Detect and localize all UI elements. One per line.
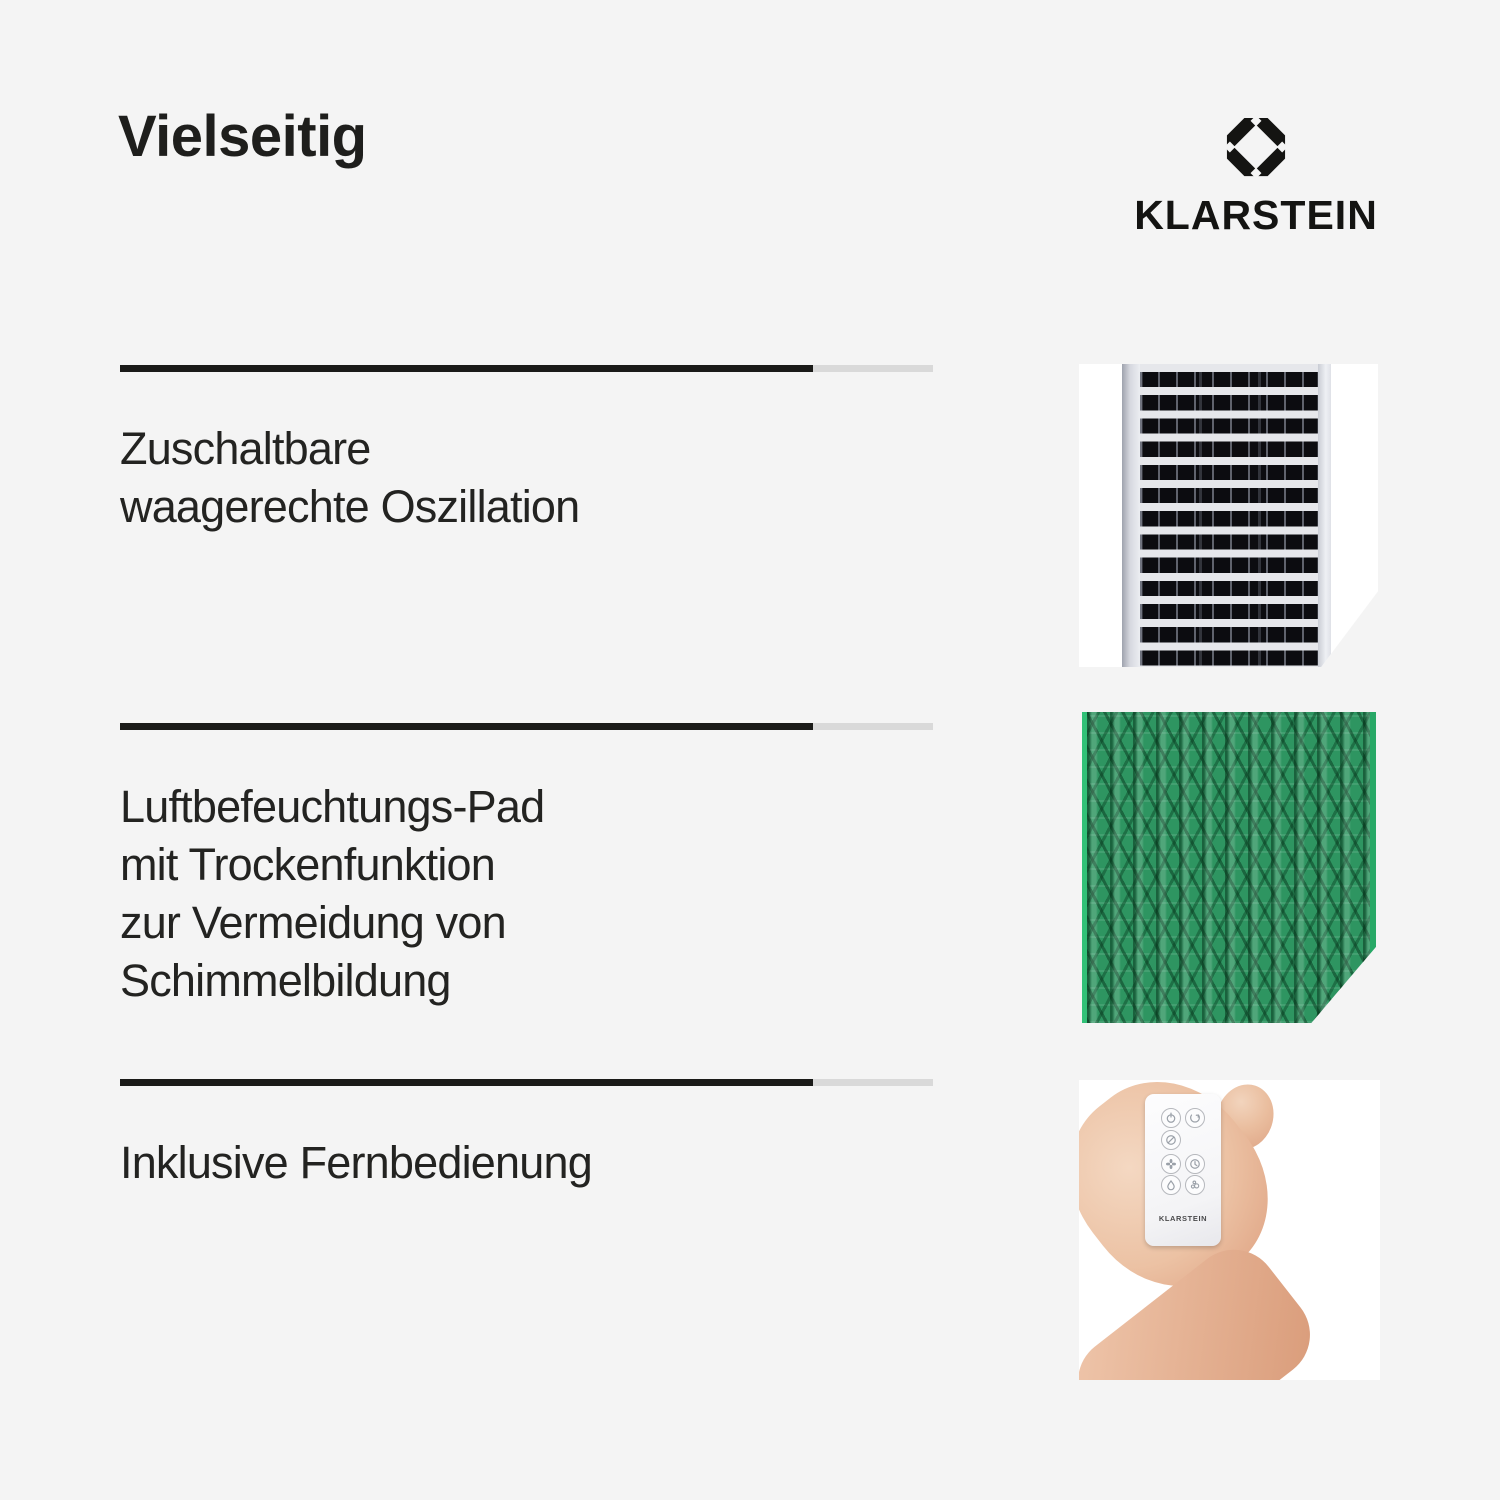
- fan-speed-button: [1161, 1154, 1181, 1174]
- feature-humidifier-pad: [120, 723, 933, 1006]
- divider-light-segment: [813, 1079, 933, 1086]
- pad-honeycomb-texture: [1082, 712, 1376, 1023]
- fan-louver-grille: [1140, 364, 1318, 667]
- remote-brand-label: KLARSTEIN: [1158, 1214, 1208, 1223]
- mode-icon: [1189, 1179, 1201, 1191]
- fan-icon: [1165, 1158, 1177, 1170]
- section-divider: [120, 365, 933, 372]
- feature-text: [120, 420, 579, 536]
- divider-dark-segment: [120, 723, 813, 730]
- feature-text-line: Inklusive Fernbedienung: [120, 1137, 592, 1188]
- section-divider: [120, 1079, 933, 1086]
- natural-breeze-button: [1161, 1130, 1181, 1150]
- mode-button: [1185, 1175, 1205, 1195]
- oscillation-icon: [1189, 1112, 1201, 1124]
- water-drop-icon: [1165, 1179, 1177, 1191]
- feature-text-line: Zuschaltbare: [120, 423, 371, 474]
- feature-text-line: waagerechte Oszillation: [120, 481, 580, 532]
- timer-button: [1185, 1154, 1205, 1174]
- natural-breeze-icon: [1165, 1134, 1177, 1146]
- feature-text-line: mit Trockenfunktion: [120, 839, 495, 890]
- timer-icon: [1189, 1158, 1201, 1170]
- fan-right-frame: [1318, 364, 1331, 667]
- feature-remote: [120, 1079, 933, 1188]
- oscillation-button: [1185, 1108, 1205, 1128]
- feature-text-line: Schimmelbildung: [120, 955, 451, 1006]
- photo-fan-louvers: [1079, 364, 1378, 667]
- power-button: [1161, 1108, 1181, 1128]
- photo-remote-in-hand: [1079, 1080, 1380, 1380]
- brand-block: [1128, 116, 1384, 239]
- feature-text-line: zur Vermeidung von: [120, 897, 506, 948]
- feature-oscillation: [120, 365, 933, 532]
- fan-left-frame: [1122, 364, 1140, 667]
- page-title: Vielseitig: [118, 104, 367, 169]
- remote-control: [1145, 1094, 1221, 1246]
- feature-text-line: Luftbefeuchtungs-Pad: [120, 781, 545, 832]
- divider-light-segment: [813, 723, 933, 730]
- divider-dark-segment: [120, 1079, 813, 1086]
- klarstein-logo-icon: [1225, 116, 1287, 178]
- feature-text: [120, 778, 544, 1010]
- brand-wordmark: KLARSTEIN: [1134, 192, 1378, 238]
- divider-light-segment: [813, 365, 933, 372]
- divider-dark-segment: [120, 365, 813, 372]
- feature-text: [120, 1134, 592, 1192]
- power-icon: [1165, 1112, 1177, 1124]
- section-divider: [120, 723, 933, 730]
- photo-humidifier-pad: [1082, 712, 1376, 1023]
- humidify-button: [1161, 1175, 1181, 1195]
